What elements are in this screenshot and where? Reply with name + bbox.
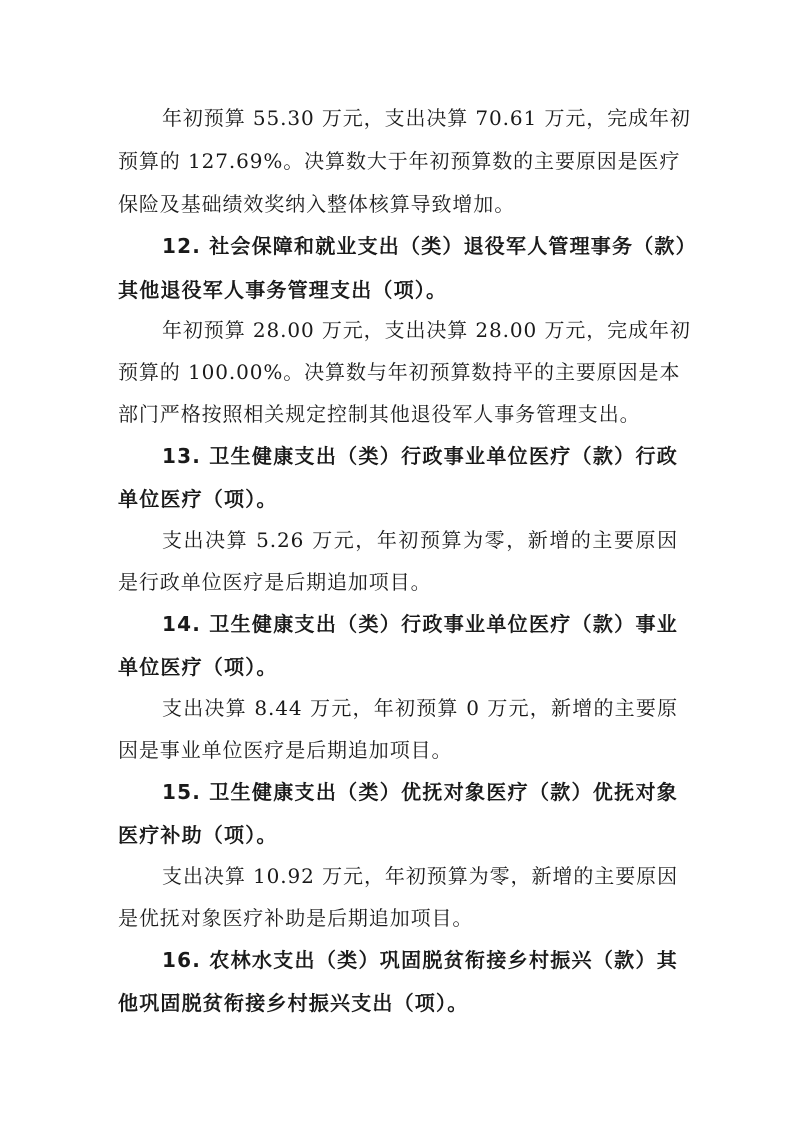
- paragraph-line: 年初预算 28.00 万元，支出决算 28.00 万元，完成年初: [162, 318, 691, 342]
- section-heading-line: 13. 卫生健康支出（类）行政事业单位医疗（款）行政: [162, 444, 678, 468]
- paragraph-line: 支出决算 5.26 万元，年初预算为零，新增的主要原因: [162, 528, 678, 552]
- section-heading-line: 医疗补助（项）。: [118, 823, 278, 847]
- paragraph-line: 是优抚对象医疗补助是后期追加项目。: [118, 906, 474, 930]
- section-heading-line: 其他退役军人事务管理支出（项）。: [118, 278, 448, 302]
- section-heading-line: 12. 社会保障和就业支出（类）退役军人管理事务（款）: [162, 234, 697, 258]
- section-heading-line: 单位医疗（项）。: [118, 655, 278, 679]
- paragraph-line: 支出决算 8.44 万元，年初预算 0 万元，新增的主要原: [162, 696, 678, 720]
- section-heading-line: 单位医疗（项）。: [118, 487, 278, 511]
- paragraph-line: 因是事业单位医疗是后期追加项目。: [118, 738, 453, 762]
- paragraph-line: 年初预算 55.30 万元，支出决算 70.61 万元，完成年初: [162, 106, 691, 130]
- paragraph-line: 部门严格按照相关规定控制其他退役军人事务管理支出。: [118, 402, 641, 426]
- section-heading-line: 14. 卫生健康支出（类）行政事业单位医疗（款）事业: [162, 612, 678, 636]
- section-heading-line: 他巩固脱贫衔接乡村振兴支出（项）。: [118, 991, 469, 1015]
- paragraph-line: 保险及基础绩效奖纳入整体核算导致增加。: [118, 192, 516, 216]
- paragraph-line: 预算的 127.69%。决算数大于年初预算数的主要原因是医疗: [118, 149, 681, 173]
- section-heading-line: 15. 卫生健康支出（类）优抚对象医疗（款）优抚对象: [162, 780, 678, 804]
- paragraph-line: 是行政单位医疗是后期追加项目。: [118, 570, 432, 594]
- paragraph-line: 支出决算 10.92 万元，年初预算为零，新增的主要原因: [162, 864, 678, 888]
- paragraph-line: 预算的 100.00%。决算数与年初预算数持平的主要原因是本: [118, 360, 681, 384]
- section-heading-line: 16. 农林水支出（类）巩固脱贫衔接乡村振兴（款）其: [162, 948, 678, 972]
